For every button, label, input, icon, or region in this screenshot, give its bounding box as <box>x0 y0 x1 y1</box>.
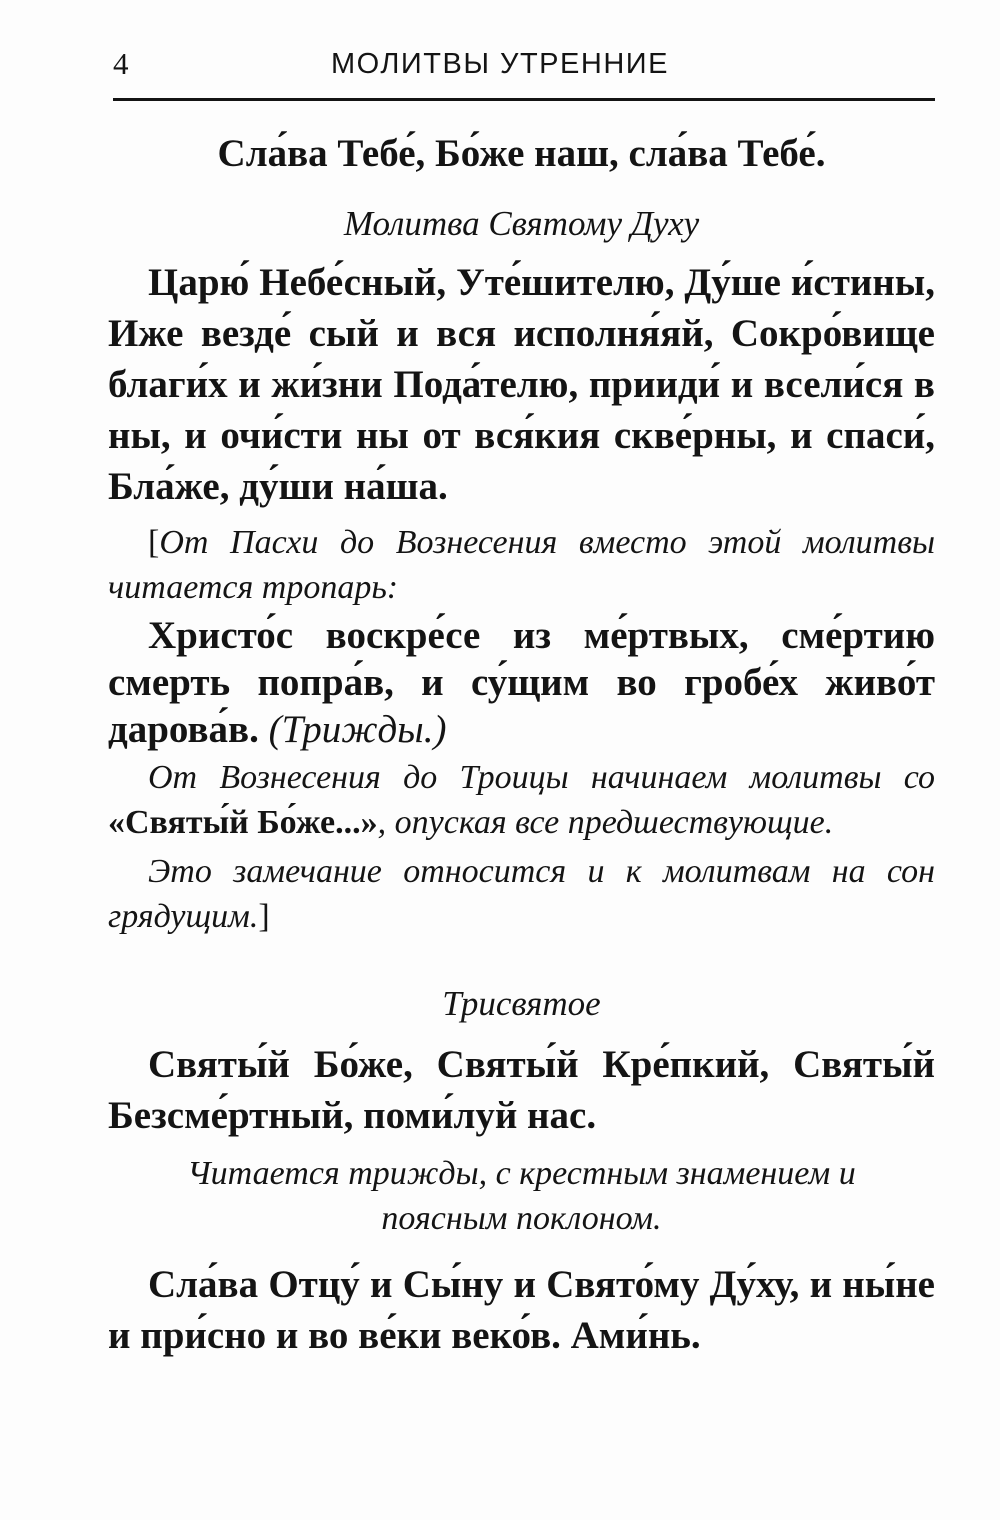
page-header <box>113 44 935 94</box>
bracket-close: ] <box>258 898 270 935</box>
trisagion-instruction: Читается трижды, с крестным знамением и поясным поклоном. <box>187 1155 856 1237</box>
note-remark-text: Это замечание относится и к молитвам на сон грядущим. <box>108 853 935 935</box>
heading-holy-spirit: Молитва Святому Духу <box>343 204 700 243</box>
note-ascension-end: , опуская все предшествующие. <box>377 804 834 841</box>
troparion <box>108 612 935 753</box>
glory-be: Сла́ва Отцу́ и Сы́ну и Свято́му Ду́ху, и ны́не и при́сно и во ве́ки веко́в. Ами́нь. <box>108 1263 935 1357</box>
trisagion-text: Святы́й Бо́же, Святы́й Кре́пкий, Святы́й Безсме́ртный, поми́луй нас. <box>108 1043 935 1137</box>
header-rule <box>113 98 935 101</box>
bracket-open: [ <box>148 524 160 561</box>
note-pascha <box>108 520 935 610</box>
glory-line: Сла́ва Тебе́, Бо́же наш, сла́ва Тебе́. <box>217 132 826 175</box>
troparion-thrice: (Трижды.) <box>268 708 447 751</box>
running-title: МОЛИТВЫ УТРЕННИЕ <box>331 48 669 80</box>
note-ascension-start: От Вознесения до Троицы начинаем молитвы со <box>148 759 935 796</box>
note-ascension-bold: «Святы́й Бо́же...» <box>108 804 378 841</box>
page-number: 4 <box>113 46 129 81</box>
prayer-holy-spirit: Царю́ Небе́сный, Уте́шителю, Ду́ше и́стины, Иже везде́ сый и вся исполня́яй, Сокро́вище благи́х и жи́зни Пода́телю, прииди́ и всели́ся в ны, и очи́сти ны от вся́кия скве́рны, и спаси́, Бла́же, ду́ши на́ша. <box>108 261 935 508</box>
note-ascension <box>108 755 935 845</box>
troparion-text: Христо́с воскре́се из ме́ртвых, сме́ртию смерть попра́в, и су́щим во гробе́х живо́т дарова́в. <box>108 614 935 751</box>
heading-trisagion: Трисвятое <box>442 984 601 1023</box>
note-remark <box>108 849 935 939</box>
note-pascha-text: От Пасхи до Вознесения вместо этой молитвы читается тропарь: <box>108 524 935 606</box>
page-body <box>108 128 935 1361</box>
